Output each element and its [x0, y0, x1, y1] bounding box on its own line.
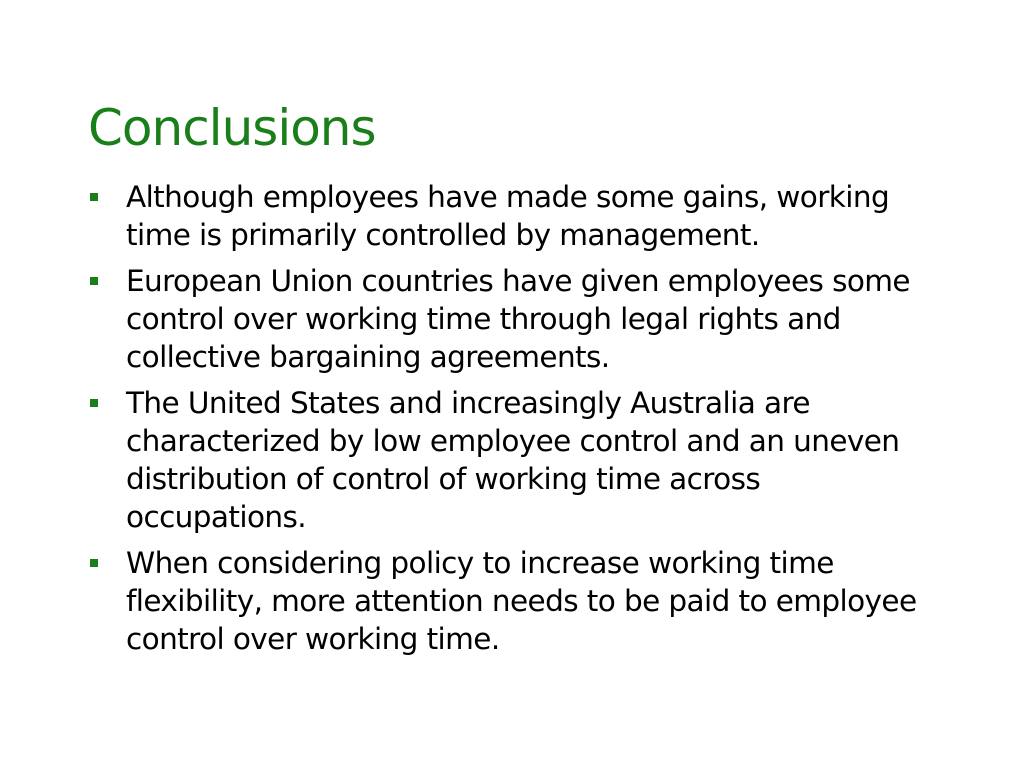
bullet-text: When considering policy to increase working time flexibility, more attention needs to be paid to employee control over working time. — [126, 546, 917, 656]
slide-title: Conclusions — [88, 99, 376, 157]
bullet-item — [86, 544, 946, 658]
bullet-text: Although employees have made some gains, working time is primarily controlled by management. — [126, 180, 890, 252]
bullet-list — [86, 178, 946, 666]
bullet-text: The United States and increasingly Australia are characterized by low employee control and an uneven distribution of control of working time across occupations. — [126, 386, 900, 534]
square-bullet-icon — [90, 399, 98, 407]
bullet-text: European Union countries have given employees some control over working time through legal rights and collective bargaining agreements. — [126, 264, 910, 374]
square-bullet-icon — [90, 193, 98, 201]
bullet-item — [86, 384, 946, 536]
bullet-item — [86, 262, 946, 376]
square-bullet-icon — [90, 277, 98, 285]
square-bullet-icon — [90, 559, 98, 567]
bullet-item — [86, 178, 946, 254]
